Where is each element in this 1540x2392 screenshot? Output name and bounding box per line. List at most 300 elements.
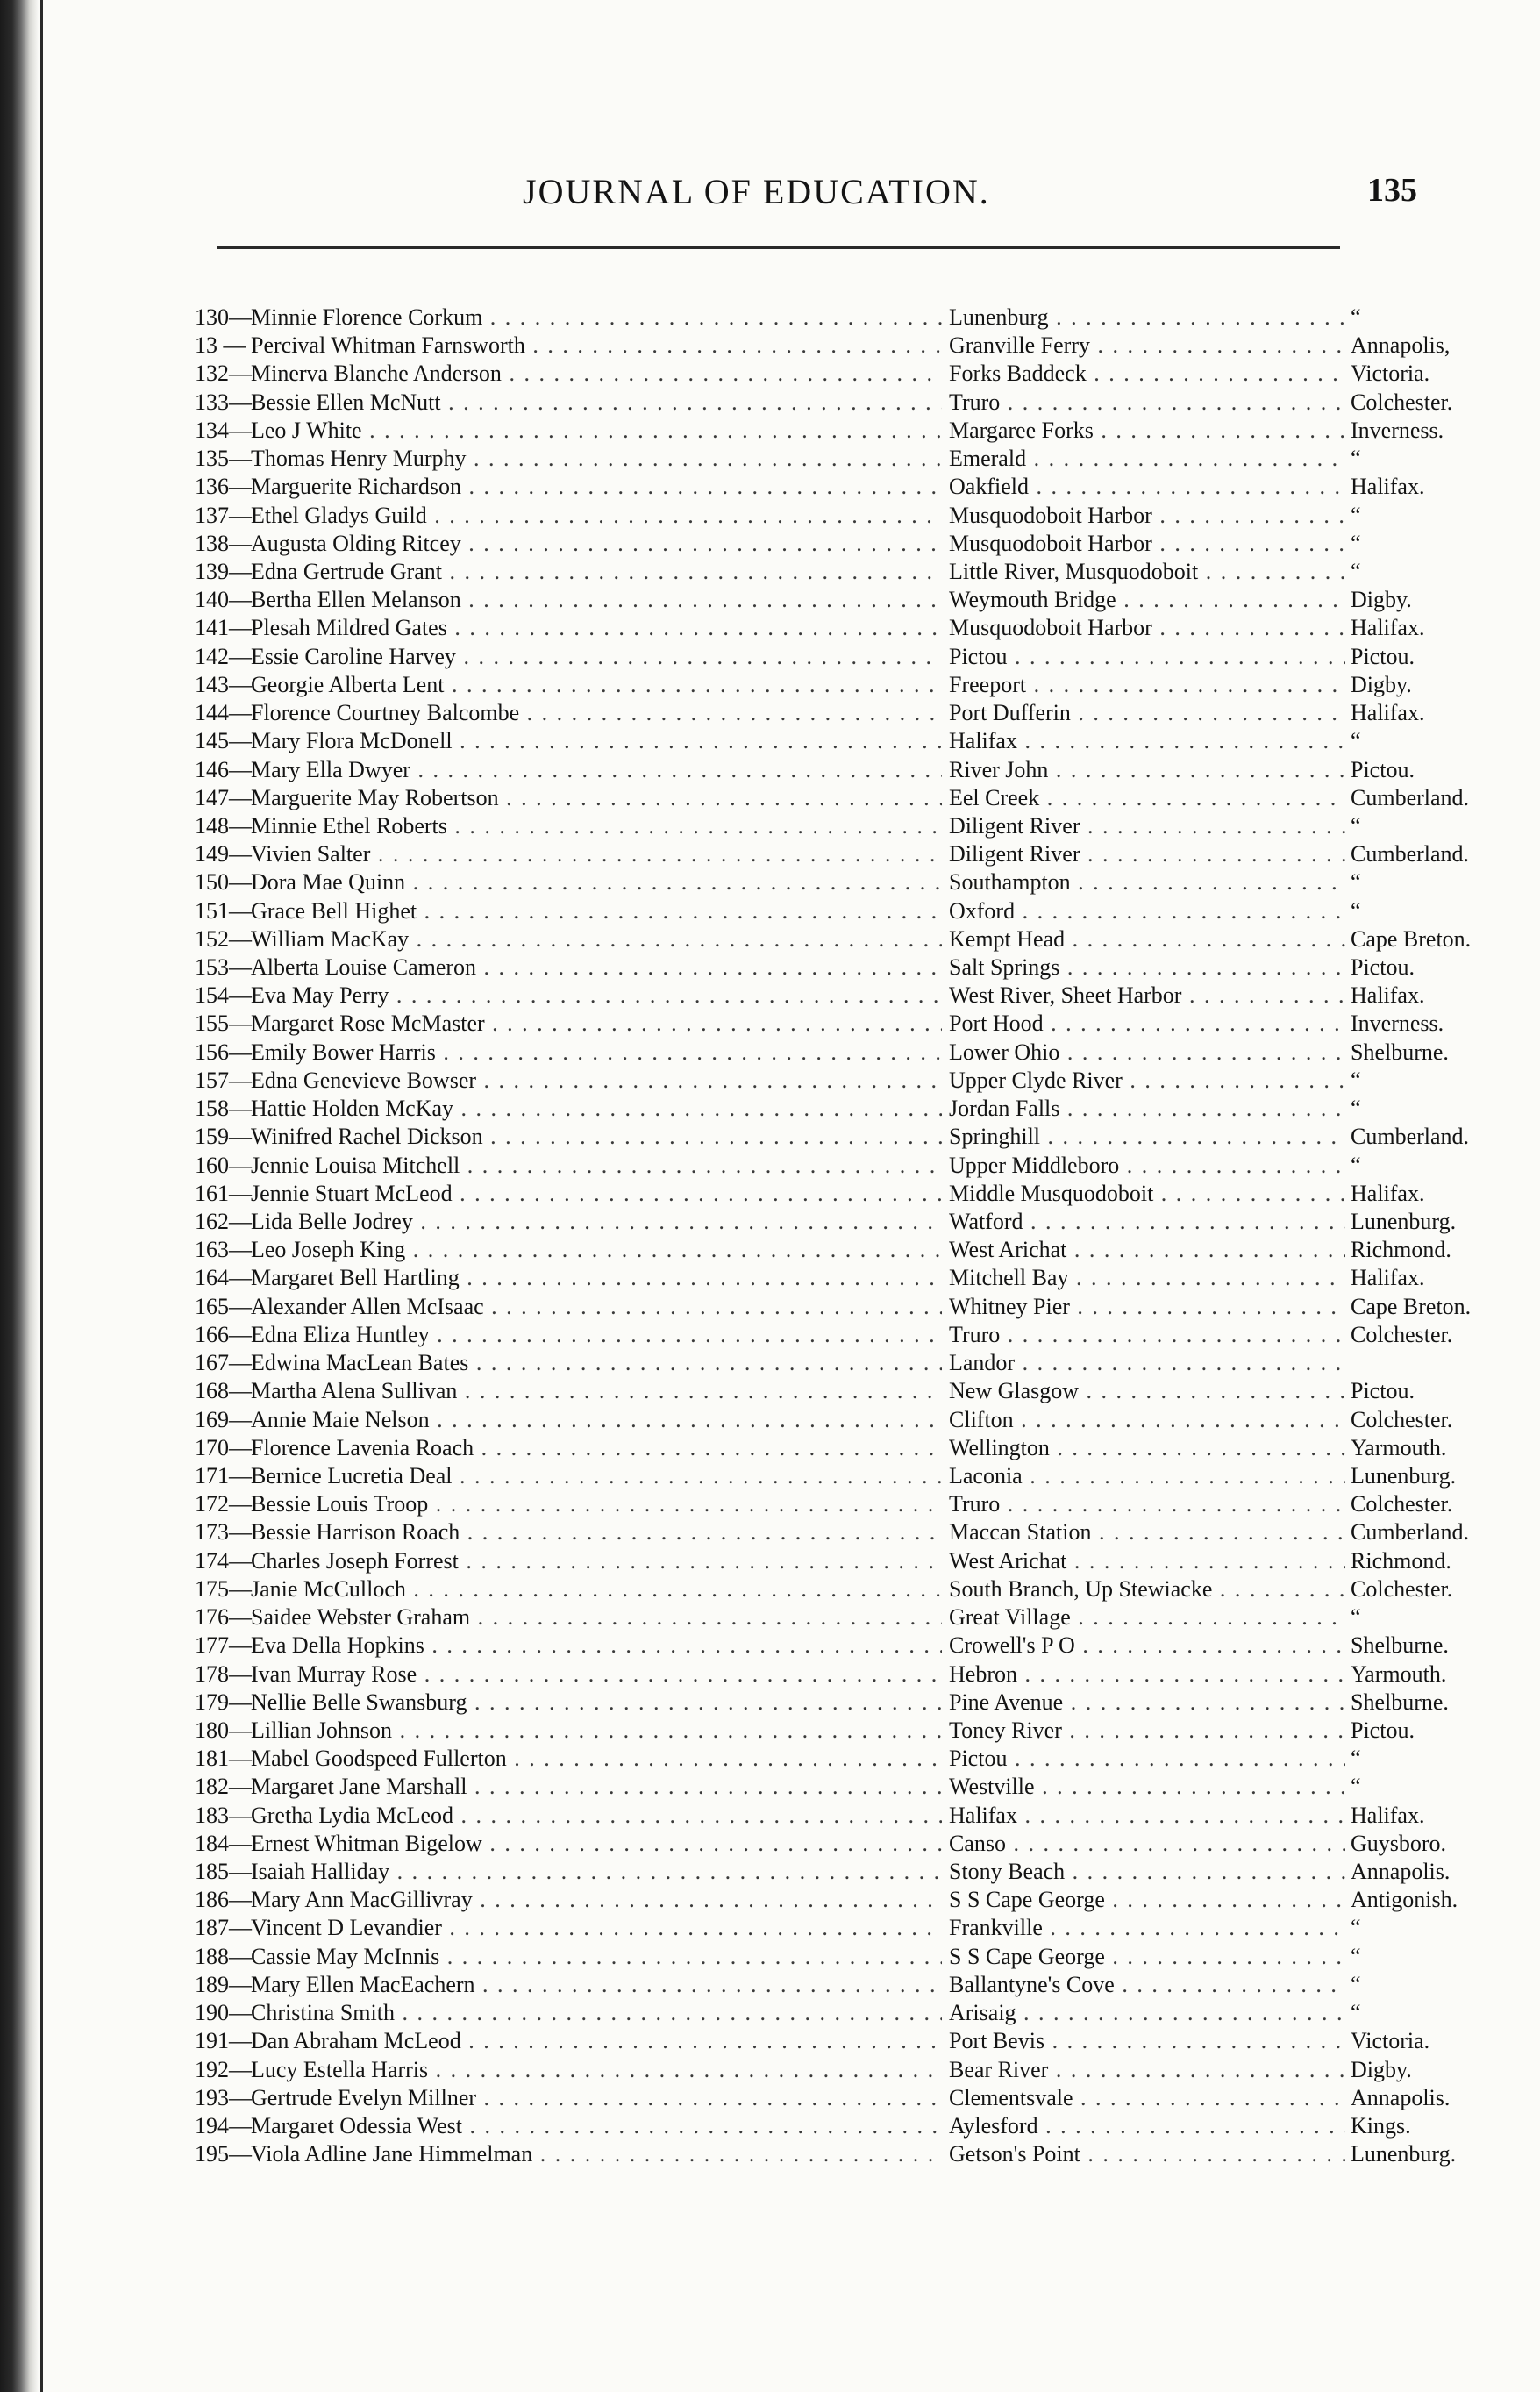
entry-place: Westville . . . bbox=[949, 1773, 1345, 1801]
list-item bbox=[195, 303, 1361, 332]
list-item bbox=[195, 784, 1470, 812]
entry-county: Colchester. bbox=[1351, 1575, 1453, 1602]
list-item bbox=[195, 1264, 1425, 1292]
entry-name: Alberta Louise Cameron . . . bbox=[251, 953, 942, 982]
entry-place: Oakfield . . . bbox=[949, 473, 1345, 501]
entry-name: Isaiah Halliday . . . bbox=[251, 1858, 942, 1886]
entry-number: 193— bbox=[195, 2084, 252, 2110]
entry-number: 156— bbox=[195, 1039, 252, 1065]
entry-name: Minnie Florence Corkum . . . bbox=[251, 303, 942, 332]
entry-place: Aylesford . . . bbox=[949, 2112, 1345, 2140]
entry-place: River John . . . bbox=[949, 756, 1345, 784]
entry-county: Halifax. bbox=[1351, 982, 1425, 1009]
entry-place: Toney River . . . bbox=[949, 1717, 1345, 1745]
entry-county: Antigonish. bbox=[1351, 1887, 1458, 1913]
entry-place: New Glasgow . . . bbox=[949, 1377, 1345, 1405]
entry-number: 145— bbox=[195, 728, 252, 754]
entry-place: Arisaig . . . bbox=[949, 1999, 1345, 2027]
entry-number: 157— bbox=[195, 1067, 252, 1093]
list-item bbox=[195, 1406, 1453, 1434]
entry-county: “ bbox=[1351, 869, 1361, 896]
entry-county: Colchester. bbox=[1351, 389, 1453, 415]
entry-name: Margaret Bell Hartling . . . bbox=[251, 1264, 942, 1292]
entry-place: Upper Middleboro . . . bbox=[949, 1152, 1345, 1180]
entry-number: 151— bbox=[195, 897, 252, 924]
entry-number: 195— bbox=[195, 2141, 252, 2167]
entry-name: Augusta Olding Ritcey . . . bbox=[251, 530, 942, 558]
list-item bbox=[195, 897, 1361, 925]
entry-number: 172— bbox=[195, 1491, 252, 1517]
entry-county: Victoria. bbox=[1351, 2028, 1430, 2054]
entry-place: Springhill . . . bbox=[949, 1123, 1345, 1151]
list-item bbox=[195, 586, 1412, 614]
entry-county: Shelburne. bbox=[1351, 1689, 1449, 1715]
entry-county: Halifax. bbox=[1351, 700, 1425, 726]
entry-place: Port Hood . . . bbox=[949, 1010, 1345, 1038]
entry-number: 185— bbox=[195, 1859, 252, 1885]
entry-number: 163— bbox=[195, 1237, 252, 1263]
entry-county: “ bbox=[1351, 1096, 1361, 1122]
entry-place: Mitchell Bay . . . bbox=[949, 1264, 1345, 1292]
entry-county: Richmond. bbox=[1351, 1237, 1451, 1263]
entry-number: 160— bbox=[195, 1152, 252, 1178]
list-item bbox=[195, 1377, 1415, 1405]
entry-number: 139— bbox=[195, 558, 252, 584]
entry-number: 147— bbox=[195, 784, 252, 810]
entry-name: Lida Belle Jodrey . . . bbox=[251, 1208, 942, 1236]
entry-number: 180— bbox=[195, 1717, 252, 1743]
list-item bbox=[195, 812, 1361, 840]
list-item bbox=[195, 1971, 1361, 1999]
entry-number: 167— bbox=[195, 1350, 252, 1376]
entry-number: 130— bbox=[195, 304, 252, 330]
list-item bbox=[195, 1152, 1361, 1180]
entry-number: 134— bbox=[195, 417, 252, 443]
entry-name: Florence Lavenia Roach . . . bbox=[251, 1434, 942, 1462]
entry-name: Vivien Salter . . . bbox=[251, 840, 942, 868]
entry-number: 174— bbox=[195, 1547, 252, 1574]
list-item bbox=[195, 360, 1430, 388]
entry-name: Jennie Louisa Mitchell . . . bbox=[251, 1152, 942, 1180]
list-item bbox=[195, 1349, 1335, 1377]
entry-county: Shelburne. bbox=[1351, 1039, 1449, 1065]
list-item bbox=[195, 953, 1415, 982]
entry-name: Thomas Henry Murphy . . . bbox=[251, 445, 942, 473]
entry-number: 192— bbox=[195, 2056, 252, 2082]
entry-place: South Branch, Up Stewiacke . . . bbox=[949, 1575, 1345, 1603]
entry-name: Margaret Odessia West . . . bbox=[251, 2112, 942, 2140]
entry-number: 135— bbox=[195, 446, 252, 472]
list-item bbox=[195, 558, 1361, 586]
entry-number: 141— bbox=[195, 615, 252, 641]
entry-county: Annapolis, bbox=[1351, 332, 1451, 359]
entry-place: Port Bevis . . . bbox=[949, 2027, 1345, 2055]
entry-number: 168— bbox=[195, 1378, 252, 1404]
entry-county: “ bbox=[1351, 1067, 1361, 1093]
entry-county: Halifax. bbox=[1351, 1265, 1425, 1291]
entry-county: Cape Breton. bbox=[1351, 925, 1472, 952]
entry-county: Victoria. bbox=[1351, 361, 1430, 387]
entry-place: Getson's Point . . . bbox=[949, 2140, 1345, 2168]
entry-name: Edna Eliza Huntley . . . bbox=[251, 1321, 942, 1349]
entry-place: Ballantyne's Cove . . . bbox=[949, 1971, 1345, 1999]
list-item bbox=[195, 2056, 1412, 2084]
entry-number: 143— bbox=[195, 671, 252, 697]
entry-place: Margaree Forks . . . bbox=[949, 417, 1345, 445]
binding-edge-line bbox=[40, 0, 43, 2392]
entry-name: Winifred Rachel Dickson . . . bbox=[251, 1123, 942, 1151]
entry-place: Halifax . . . bbox=[949, 727, 1345, 755]
list-item bbox=[195, 1547, 1451, 1575]
page-header bbox=[0, 171, 1540, 224]
entry-number: 155— bbox=[195, 1010, 252, 1037]
entry-list bbox=[195, 303, 1472, 2168]
entry-name: Mabel Goodspeed Fullerton . . . bbox=[251, 1745, 942, 1773]
entry-county: “ bbox=[1351, 446, 1361, 472]
entry-name: Mary Ella Dwyer . . . bbox=[251, 756, 942, 784]
entry-place: Forks Baddeck . . . bbox=[949, 360, 1345, 388]
list-item bbox=[195, 1293, 1472, 1321]
entry-name: Mary Ann MacGillivray . . . bbox=[251, 1886, 942, 1914]
entry-county: “ bbox=[1351, 2000, 1361, 2026]
entry-place: Oxford . . . bbox=[949, 897, 1345, 925]
entry-name: Marguerite May Robertson . . . bbox=[251, 784, 942, 812]
entry-number: 184— bbox=[195, 1830, 252, 1856]
entry-number: 162— bbox=[195, 1209, 252, 1234]
entry-number: 144— bbox=[195, 700, 252, 726]
entry-name: Marguerite Richardson . . . bbox=[251, 473, 942, 501]
entry-place: Granville Ferry . . . bbox=[949, 332, 1345, 360]
entry-number: 188— bbox=[195, 1943, 252, 1969]
entry-number: 161— bbox=[195, 1180, 252, 1206]
list-item bbox=[195, 1095, 1361, 1123]
entry-name: Eva May Perry . . . bbox=[251, 982, 942, 1010]
entry-county: Halifax. bbox=[1351, 1180, 1425, 1206]
entry-place: Crowell's P O . . . bbox=[949, 1632, 1345, 1660]
entry-name: Margaret Rose McMaster . . . bbox=[251, 1010, 942, 1038]
entry-county: Digby. bbox=[1351, 587, 1412, 613]
entry-place: Little River, Musquodoboit . . . bbox=[949, 558, 1345, 586]
entry-name: Annie Maie Nelson . . . bbox=[251, 1406, 942, 1434]
list-item bbox=[195, 1632, 1449, 1660]
entry-name: Bessie Louis Troop . . . bbox=[251, 1490, 942, 1518]
entry-place: Stony Beach . . . bbox=[949, 1858, 1345, 1886]
entry-place: Frankville . . . bbox=[949, 1914, 1345, 1942]
entry-county: Lunenburg. bbox=[1351, 1209, 1457, 1234]
entry-county: Pictou. bbox=[1351, 1378, 1415, 1404]
entry-place: Halifax . . . bbox=[949, 1802, 1345, 1830]
entry-place: S S Cape George . . . bbox=[949, 1886, 1345, 1914]
entry-county: “ bbox=[1351, 1943, 1361, 1969]
list-item bbox=[195, 1603, 1361, 1632]
page-number: 135 bbox=[1367, 172, 1417, 209]
entry-place: Eel Creek . . . bbox=[949, 784, 1345, 812]
list-item bbox=[195, 1180, 1425, 1208]
entry-name: Alexander Allen McIsaac . . . bbox=[251, 1293, 942, 1321]
entry-number: 159— bbox=[195, 1124, 252, 1150]
list-item bbox=[195, 925, 1472, 953]
list-item bbox=[195, 1886, 1458, 1914]
entry-number: 171— bbox=[195, 1462, 252, 1489]
entry-county: Annapolis. bbox=[1351, 2084, 1451, 2110]
entry-name: Cassie May McInnis . . . bbox=[251, 1943, 942, 1971]
entry-place: Diligent River . . . bbox=[949, 840, 1345, 868]
entry-number: 149— bbox=[195, 841, 252, 868]
entry-county: “ bbox=[1351, 1915, 1361, 1941]
entry-place: Jordan Falls . . . bbox=[949, 1095, 1345, 1123]
entry-county: Colchester. bbox=[1351, 1321, 1453, 1347]
entry-name: Lillian Johnson . . . bbox=[251, 1717, 942, 1745]
list-item bbox=[195, 1802, 1425, 1830]
entry-county: “ bbox=[1351, 1746, 1361, 1772]
entry-name: Leo J White . . . bbox=[251, 417, 942, 445]
entry-number: 166— bbox=[195, 1321, 252, 1347]
entry-number: 183— bbox=[195, 1802, 252, 1828]
entry-place: Salt Springs . . . bbox=[949, 953, 1345, 982]
entry-name: Bertha Ellen Melanson . . . bbox=[251, 586, 942, 614]
entry-number: 178— bbox=[195, 1660, 252, 1687]
entry-number: 140— bbox=[195, 587, 252, 613]
entry-name: Percival Whitman Farnsworth . . . bbox=[251, 332, 942, 360]
list-item bbox=[195, 530, 1361, 558]
entry-place: Pictou . . . bbox=[949, 1745, 1345, 1773]
entry-name: Charles Joseph Forrest . . . bbox=[251, 1547, 942, 1575]
entry-county: Digby. bbox=[1351, 2056, 1412, 2082]
entry-name: Grace Bell Highet . . . bbox=[251, 897, 942, 925]
entry-name: Bessie Ellen McNutt . . . bbox=[251, 389, 942, 417]
list-item bbox=[195, 1434, 1447, 1462]
entry-place: Hebron . . . bbox=[949, 1660, 1345, 1689]
entry-number: 136— bbox=[195, 474, 252, 500]
entry-name: Edwina MacLean Bates . . . bbox=[251, 1349, 942, 1377]
entry-place: Maccan Station . . . bbox=[949, 1518, 1345, 1546]
entry-place: Great Village . . . bbox=[949, 1603, 1345, 1632]
entry-county: Kings. bbox=[1351, 2113, 1411, 2139]
entry-county: Pictou. bbox=[1351, 643, 1415, 669]
entry-county: “ bbox=[1351, 1604, 1361, 1631]
entry-number: 169— bbox=[195, 1406, 252, 1432]
list-item bbox=[195, 1717, 1415, 1745]
entry-name: Essie Caroline Harvey . . . bbox=[251, 643, 942, 671]
entry-number: 164— bbox=[195, 1265, 252, 1291]
entry-county: “ bbox=[1351, 304, 1361, 330]
entry-number: 187— bbox=[195, 1915, 252, 1941]
entry-name: Janie McCulloch . . . bbox=[251, 1575, 942, 1603]
entry-county: Lunenburg. bbox=[1351, 1462, 1457, 1489]
entry-name: Saidee Webster Graham . . . bbox=[251, 1603, 942, 1632]
list-item bbox=[195, 1321, 1453, 1349]
entry-county: “ bbox=[1351, 1971, 1361, 1997]
entry-county: Digby. bbox=[1351, 671, 1412, 697]
entry-number: 181— bbox=[195, 1746, 252, 1772]
entry-number: 190— bbox=[195, 2000, 252, 2026]
list-item bbox=[195, 332, 1451, 360]
entry-number: 177— bbox=[195, 1632, 252, 1659]
entry-place: Lunenburg . . . bbox=[949, 303, 1345, 332]
entry-county: Inverness. bbox=[1351, 1010, 1444, 1037]
entry-number: 165— bbox=[195, 1293, 252, 1319]
entry-county: Halifax. bbox=[1351, 615, 1425, 641]
list-item bbox=[195, 1490, 1453, 1518]
entry-county: Lunenburg. bbox=[1351, 2141, 1457, 2167]
entry-name: Florence Courtney Balcombe . . . bbox=[251, 699, 942, 727]
list-item bbox=[195, 756, 1415, 784]
entry-number: 148— bbox=[195, 812, 252, 839]
entry-name: Bernice Lucretia Deal . . . bbox=[251, 1462, 942, 1490]
list-item bbox=[195, 1999, 1361, 2027]
entry-name: Gretha Lydia McLeod . . . bbox=[251, 1802, 942, 1830]
binding-shadow bbox=[0, 0, 39, 2392]
entry-county: “ bbox=[1351, 530, 1361, 556]
entry-county: Cape Breton. bbox=[1351, 1293, 1472, 1319]
entry-name: Ivan Murray Rose . . . bbox=[251, 1660, 942, 1689]
list-item bbox=[195, 1575, 1453, 1603]
entry-county: “ bbox=[1351, 558, 1361, 584]
entry-name: Martha Alena Sullivan . . . bbox=[251, 1377, 942, 1405]
entry-number: 138— bbox=[195, 530, 252, 556]
entry-number: 137— bbox=[195, 502, 252, 528]
entry-county: Halifax. bbox=[1351, 1802, 1425, 1828]
entry-name: Jennie Stuart McLeod . . . bbox=[251, 1180, 942, 1208]
entry-name: Plesah Mildred Gates . . . bbox=[251, 614, 942, 642]
entry-place: Clifton . . . bbox=[949, 1406, 1345, 1434]
entry-place: Whitney Pier . . . bbox=[949, 1293, 1345, 1321]
entry-place: Landor . . . bbox=[949, 1349, 1345, 1377]
entry-number: 173— bbox=[195, 1519, 252, 1546]
entry-number: 189— bbox=[195, 1971, 252, 1997]
list-item bbox=[195, 389, 1453, 417]
list-item bbox=[195, 1660, 1447, 1689]
entry-place: West Arichat . . . bbox=[949, 1236, 1345, 1264]
entry-number: 175— bbox=[195, 1575, 252, 1602]
list-item bbox=[195, 614, 1425, 642]
entry-number: 150— bbox=[195, 869, 252, 896]
entry-place: Diligent River . . . bbox=[949, 812, 1345, 840]
entry-name: Gertrude Evelyn Millner . . . bbox=[251, 2084, 942, 2112]
entry-place: Clementsvale . . . bbox=[949, 2084, 1345, 2112]
entry-name: Dan Abraham McLeod . . . bbox=[251, 2027, 942, 2055]
list-item bbox=[195, 1914, 1361, 1942]
list-item bbox=[195, 1518, 1470, 1546]
entry-name: Eva Della Hopkins . . . bbox=[251, 1632, 942, 1660]
entry-number: 13 — bbox=[195, 332, 246, 359]
entry-place: Pine Avenue . . . bbox=[949, 1689, 1345, 1717]
entry-place: Weymouth Bridge . . . bbox=[949, 586, 1345, 614]
entry-county: Richmond. bbox=[1351, 1547, 1451, 1574]
entry-number: 170— bbox=[195, 1434, 252, 1460]
entry-county: Guysboro. bbox=[1351, 1830, 1447, 1856]
entry-county: Shelburne. bbox=[1351, 1632, 1449, 1659]
list-item bbox=[195, 643, 1415, 671]
list-item bbox=[195, 445, 1361, 473]
list-item bbox=[195, 1462, 1457, 1490]
entry-place: Pictou . . . bbox=[949, 643, 1345, 671]
entry-county: “ bbox=[1351, 728, 1361, 754]
entry-county: “ bbox=[1351, 502, 1361, 528]
list-item bbox=[195, 1123, 1470, 1151]
entry-number: 133— bbox=[195, 389, 252, 415]
entry-county: Halifax. bbox=[1351, 474, 1425, 500]
entry-place: S S Cape George . . . bbox=[949, 1943, 1345, 1971]
entry-number: 154— bbox=[195, 982, 252, 1009]
entry-place: Musquodoboit Harbor . . . bbox=[949, 502, 1345, 530]
entry-name: Edna Gertrude Grant . . . bbox=[251, 558, 942, 586]
list-item bbox=[195, 1689, 1449, 1717]
entry-place: Upper Clyde River . . . bbox=[949, 1067, 1345, 1095]
header-rule bbox=[217, 246, 1340, 249]
entry-place: Truro . . . bbox=[949, 1321, 1345, 1349]
entry-name: Ethel Gladys Guild . . . bbox=[251, 502, 942, 530]
entry-number: 132— bbox=[195, 361, 252, 387]
list-item bbox=[195, 1067, 1361, 1095]
entry-name: Christina Smith . . . bbox=[251, 1999, 942, 2027]
entry-number: 179— bbox=[195, 1689, 252, 1715]
entry-place: Watford . . . bbox=[949, 1208, 1345, 1236]
entry-number: 152— bbox=[195, 925, 252, 952]
entry-place: Lower Ohio . . . bbox=[949, 1039, 1345, 1067]
list-item bbox=[195, 1236, 1451, 1264]
entry-county: “ bbox=[1351, 897, 1361, 924]
entry-place: Port Dufferin . . . bbox=[949, 699, 1345, 727]
list-item bbox=[195, 417, 1444, 445]
list-item bbox=[195, 502, 1361, 530]
entry-number: 191— bbox=[195, 2028, 252, 2054]
list-item bbox=[195, 1943, 1361, 1971]
list-item bbox=[195, 868, 1361, 896]
entry-county: Colchester. bbox=[1351, 1491, 1453, 1517]
entry-county: Pictou. bbox=[1351, 1717, 1415, 1743]
entry-name: Minerva Blanche Anderson . . . bbox=[251, 360, 942, 388]
list-item bbox=[195, 699, 1425, 727]
entry-name: Viola Adline Jane Himmelman . . . bbox=[251, 2140, 942, 2168]
entry-county: “ bbox=[1351, 1774, 1361, 1800]
entry-place: West River, Sheet Harbor . . . bbox=[949, 982, 1345, 1010]
entry-place: Truro . . . bbox=[949, 1490, 1345, 1518]
entry-county: Inverness. bbox=[1351, 417, 1444, 443]
entry-county: Colchester. bbox=[1351, 1406, 1453, 1432]
entry-place: Bear River . . . bbox=[949, 2056, 1345, 2084]
list-item bbox=[195, 2084, 1451, 2112]
list-item bbox=[195, 1745, 1361, 1773]
entry-number: 182— bbox=[195, 1774, 252, 1800]
list-item bbox=[195, 1010, 1444, 1038]
entry-name: Vincent D Levandier . . . bbox=[251, 1914, 942, 1942]
entry-number: 146— bbox=[195, 756, 252, 782]
entry-name: Emily Bower Harris . . . bbox=[251, 1039, 942, 1067]
entry-place: Emerald . . . bbox=[949, 445, 1345, 473]
entry-number: 176— bbox=[195, 1604, 252, 1631]
entry-name: William MacKay . . . bbox=[251, 925, 942, 953]
entry-name: Dora Mae Quinn . . . bbox=[251, 868, 942, 896]
list-item bbox=[195, 2112, 1411, 2140]
list-item bbox=[195, 1208, 1457, 1236]
entry-place: West Arichat . . . bbox=[949, 1547, 1345, 1575]
list-item bbox=[195, 727, 1361, 755]
entry-county: Pictou. bbox=[1351, 954, 1415, 981]
entry-county: Cumberland. bbox=[1351, 841, 1470, 868]
entry-place: Southampton . . . bbox=[949, 868, 1345, 896]
entry-county: Cumberland. bbox=[1351, 1124, 1470, 1150]
list-item bbox=[195, 2140, 1457, 2168]
entry-place: Laconia . . . bbox=[949, 1462, 1345, 1490]
entry-name: Nellie Belle Swansburg . . . bbox=[251, 1689, 942, 1717]
entry-county: Cumberland. bbox=[1351, 784, 1470, 810]
running-title: JOURNAL OF EDUCATION. bbox=[523, 172, 990, 211]
entry-county: Pictou. bbox=[1351, 756, 1415, 782]
entry-place: Kempt Head . . . bbox=[949, 925, 1345, 953]
entry-county: Annapolis. bbox=[1351, 1859, 1451, 1885]
list-item bbox=[195, 840, 1470, 868]
